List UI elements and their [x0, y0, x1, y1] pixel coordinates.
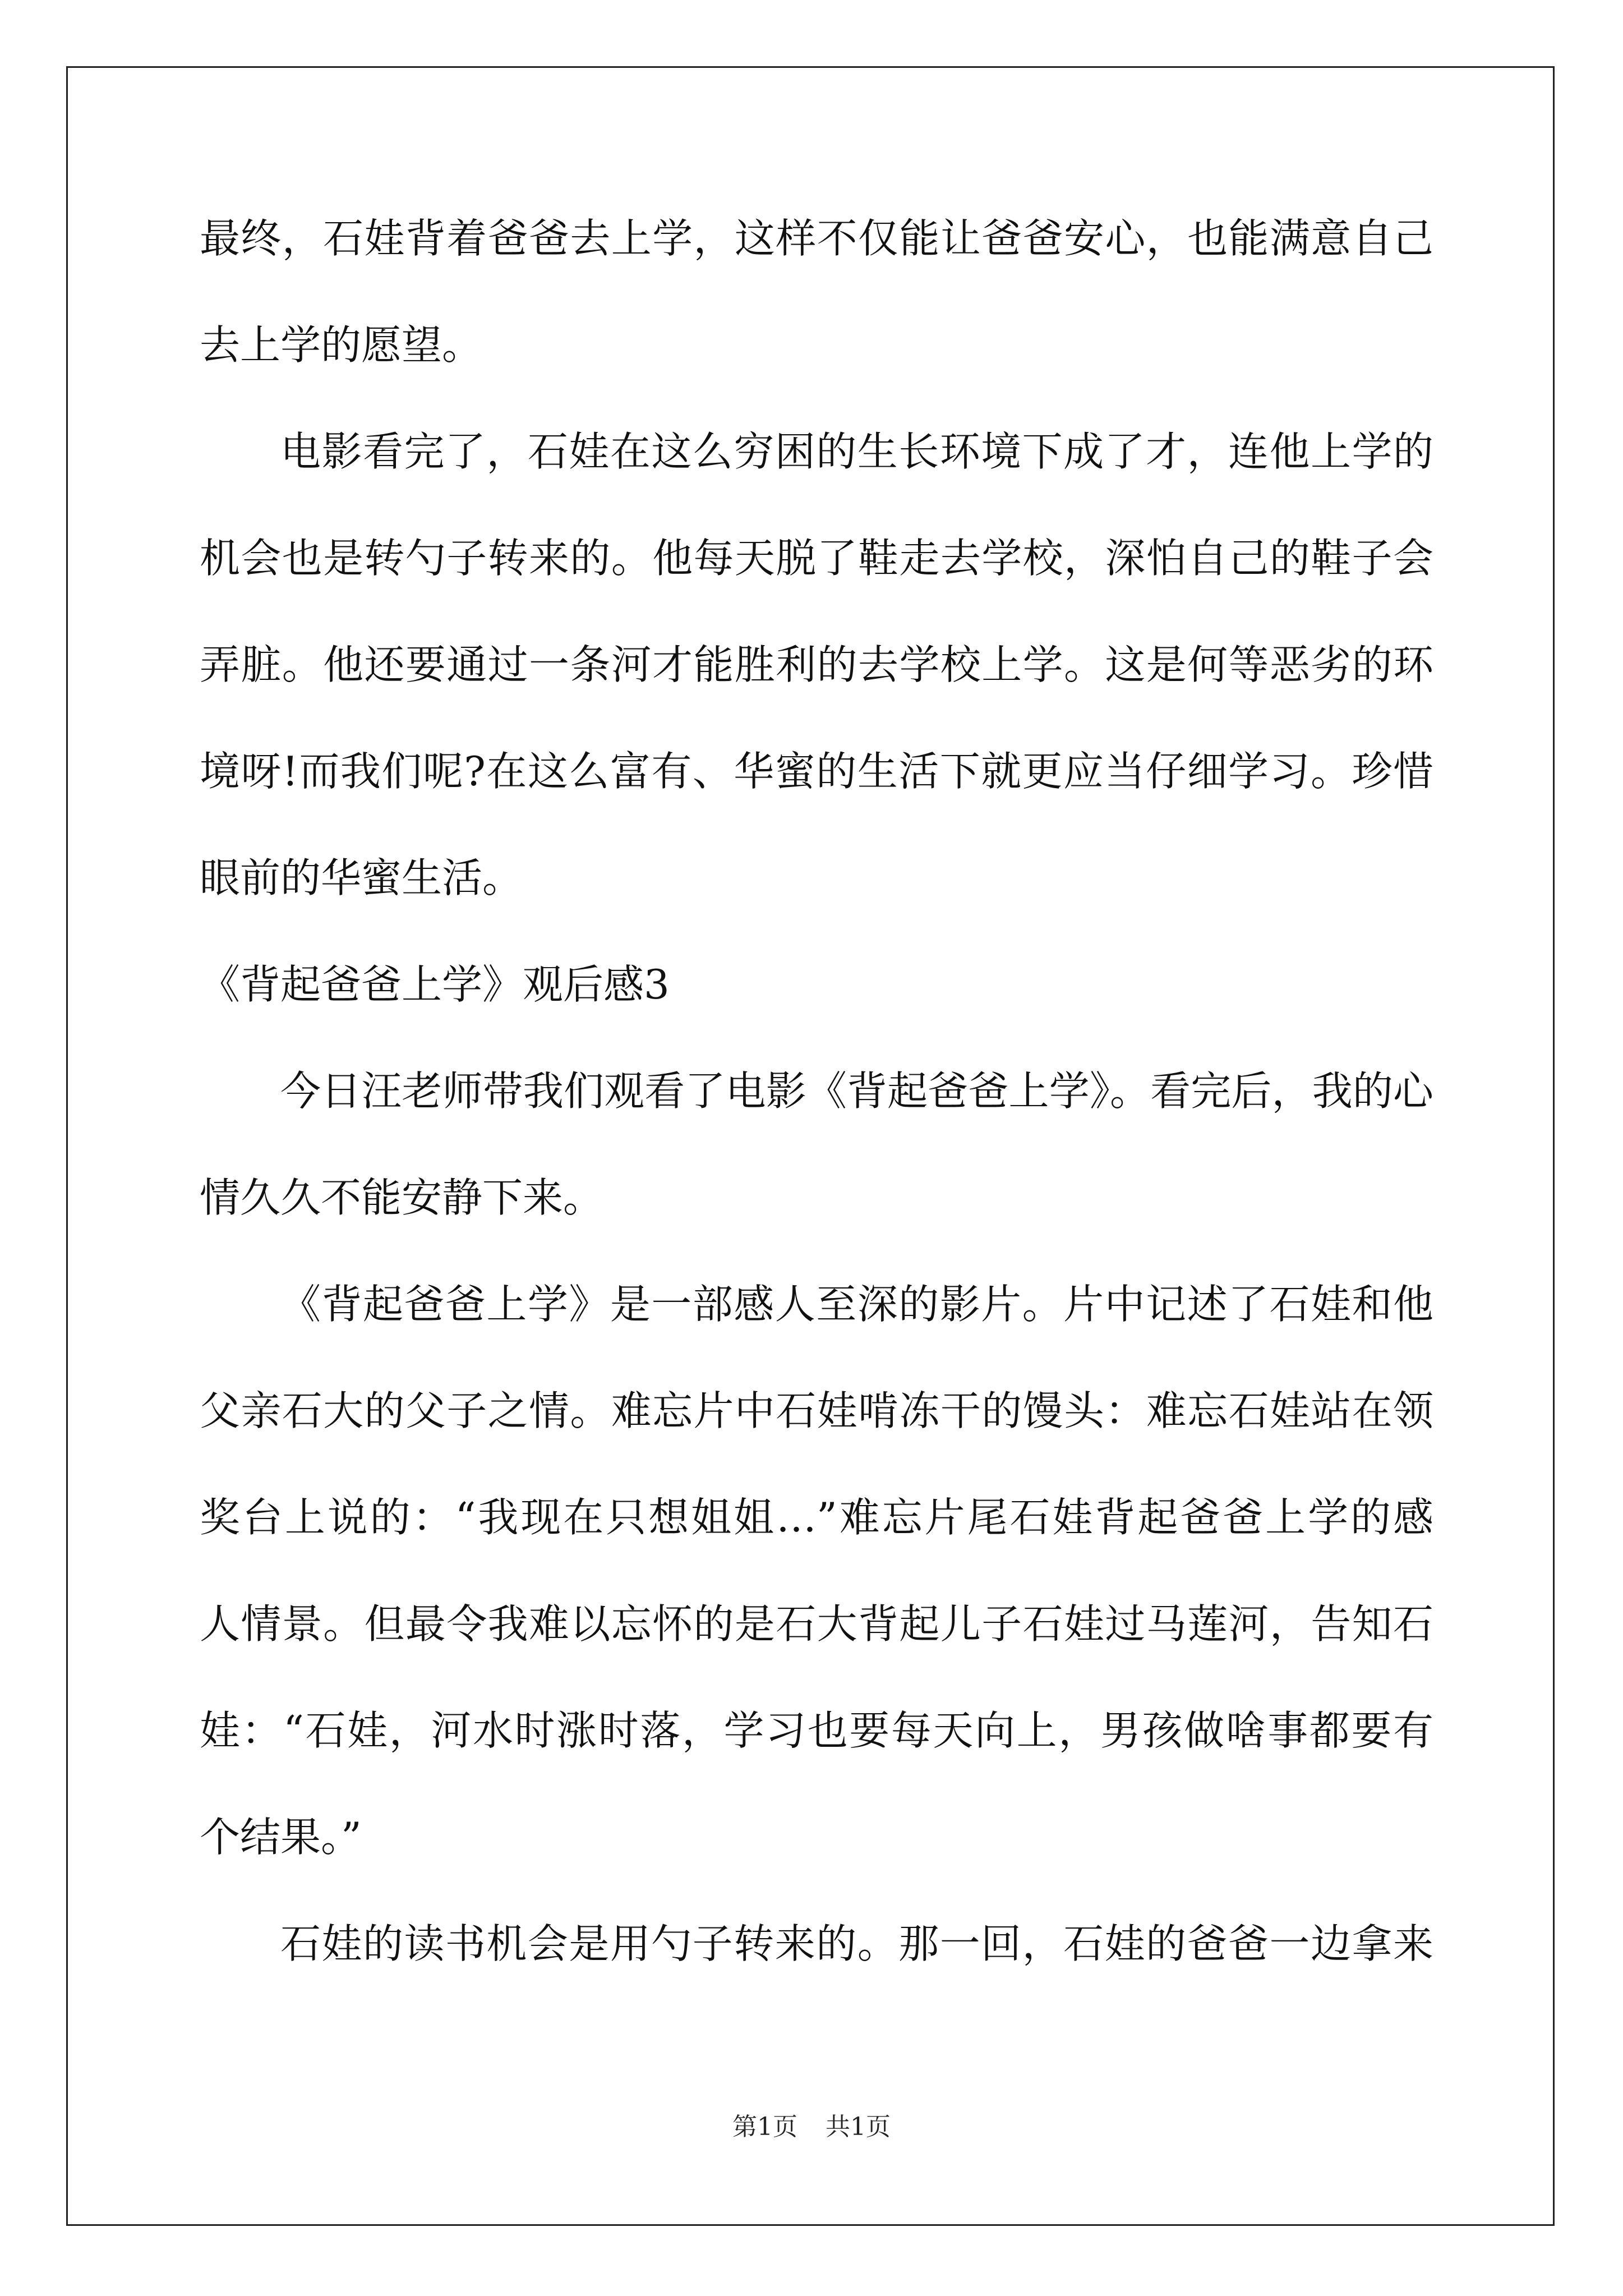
- text-line: 人情景。但最令我难以忘怀的是石大背起儿子石娃过马莲河，告知石: [200, 1600, 1433, 1648]
- text-line: 奖台上说的：“我现在只想姐姐…”难忘片尾石娃背起爸爸上学的感: [200, 1494, 1433, 1541]
- page-footer: [0, 2110, 1623, 2144]
- text-line: 机会也是转勺子转来的。他每天脱了鞋走去学校，深怕自己的鞋子会: [200, 535, 1433, 582]
- text-line: 情久久不能安静下来。: [200, 1174, 604, 1221]
- text-line: 娃：“石娃，河水时涨时落，学习也要每天向上，男孩做啥事都要有: [200, 1707, 1433, 1754]
- page-number: 第1页: [732, 2113, 797, 2141]
- text-line: 眼前的华蜜生活。: [200, 854, 523, 901]
- text-line: 父亲石大的父子之情。难忘片中石娃啃冻干的馒头：难忘石娃站在领: [200, 1387, 1433, 1434]
- paragraph-start: 《背起爸爸上学》是一部感人至深的影片。片中记述了石娃和他: [280, 1281, 1433, 1328]
- text-line: 最终，石娃背着爸爸去上学，这样不仅能让爸爸安心，也能满意自己: [200, 215, 1433, 262]
- text-line: 境呀!而我们呢?在这么富有、华蜜的生活下就更应当仔细学习。珍惜: [200, 748, 1433, 795]
- page-total: 共1页: [826, 2113, 891, 2141]
- paragraph-start: 电影看完了，石娃在这么穷困的生长环境下成了才，连他上学的: [280, 428, 1433, 475]
- text-line: 弄脏。他还要通过一条河才能胜利的去学校上学。这是何等恶劣的环: [200, 641, 1433, 688]
- text-line: 个结果。”: [200, 1814, 362, 1861]
- page-border: [66, 66, 1555, 2226]
- paragraph-start: 石娃的读书机会是用勺子转来的。那一回，石娃的爸爸一边拿来: [280, 1920, 1433, 1967]
- text-line: 去上学的愿望。: [200, 321, 483, 369]
- section-heading: 《背起爸爸上学》观后感3: [200, 961, 670, 1008]
- paragraph-start: 今日汪老师带我们观看了电影《背起爸爸上学》。看完后，我的心: [280, 1068, 1433, 1115]
